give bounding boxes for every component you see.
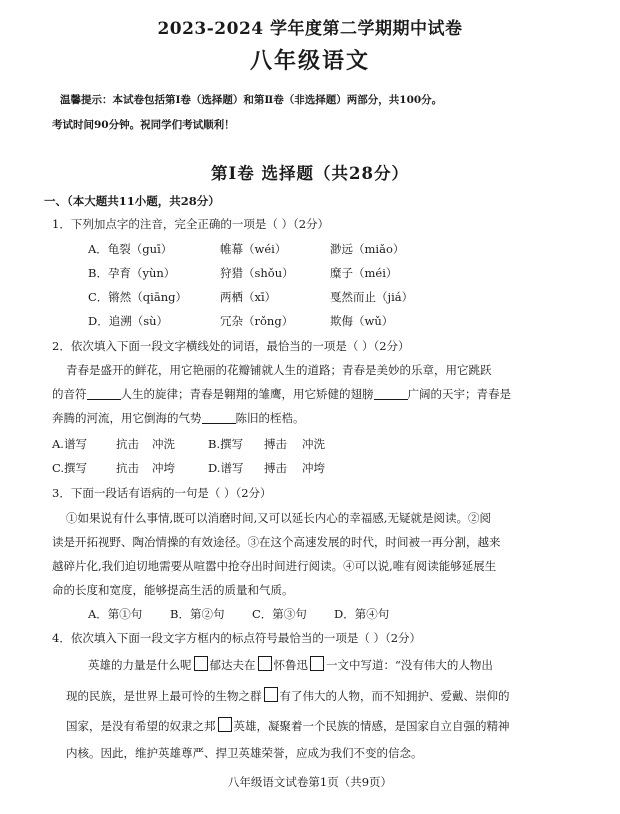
q4-text-2: 郁达夫在 (209, 658, 256, 672)
q4-text-1: 英雄的力量是什么呢 (88, 658, 192, 672)
section-title: 第Ⅰ卷 选择题（共28分） (211, 164, 409, 183)
q3-option-a: A．第①句 (88, 607, 143, 621)
q3-para-line-1: ①如果说有什么事情,既可以消磨时间,又可以延长内心的幸福感,无疑就是阅读。②阅 (66, 511, 491, 525)
q3-para-line-3: 越碎片化,我们迫切地需要从喧嚣中抢夺出时间进行阅读。④可以说,唯有阅读能够延展生 (52, 559, 497, 573)
q2-stem: 2．依次填入下面一段文字横线处的词语，最恰当的一项是（ ）（2分） (52, 339, 410, 353)
q2-option-d1: D.谱写 (208, 461, 244, 475)
q4-para-line-3 (66, 717, 510, 734)
q2-option-a1: A.谱写 (52, 437, 87, 451)
q2-option-d3: 冲垮 (302, 461, 325, 475)
q4-stem: 4．依次填入下面一段文字方框内的标点符号最恰当的一项是（ ）（2分） (52, 631, 422, 645)
exam-title: 2023-2024 学年度第二学期期中试卷 (157, 19, 463, 39)
q2-option-b2: 搏击 (264, 437, 287, 451)
q2-blank-3 (202, 411, 236, 424)
q1-option-a2: 帷幕（wéi） (220, 242, 287, 256)
q1-option-c2: 两栖（xī） (220, 290, 277, 304)
q2-option-c3: 冲垮 (152, 461, 175, 475)
q4-text-7: 国家，是没有希望的奴隶之邦 (66, 719, 216, 733)
subject-title: 八年级语文 (249, 48, 370, 74)
q4-blank-box-1 (194, 656, 208, 671)
q1-option-b3: 糜子（méi） (330, 266, 398, 280)
q1-option-c3: 戛然而止（jiá） (330, 290, 414, 304)
q2-option-c1: C.撰写 (52, 461, 88, 475)
q2-text-d: 奔腾的河流，用它倒海的气势 (52, 411, 202, 425)
q1-stem: 1．下列加点字的注音，完全正确的一项是（ ）（2分） (52, 217, 330, 231)
q2-para-line-1: 青春是盛开的鲜花，用它艳丽的花瓣铺就人生的道路；青春是美妙的乐章，用它跳跃 (66, 363, 492, 377)
tip-line-1: 温馨提示：本试卷包括第Ⅰ卷（选择题）和第Ⅱ卷（非选择题）两部分，共100分。 (60, 94, 443, 106)
q1-option-c1: C．锵然（qiāng） (88, 290, 187, 304)
tip-line-2: 考试时间90分钟。祝同学们考试顺利！ (52, 119, 235, 131)
q4-text-8: 英雄，凝聚着一个民族的情感，是国家自立自强的精神 (233, 719, 510, 733)
q4-blank-box-2 (258, 656, 272, 671)
q2-option-c2: 抗击 (116, 461, 139, 475)
q4-text-5: 现的民族，是世界上最可怜的生物之群 (66, 689, 262, 703)
q2-text-c: 广阔的天宇；青春是 (407, 387, 511, 401)
q4-text-3: 怀鲁迅 (273, 658, 308, 672)
page-footer: 八年级语文试卷第1页（共9页） (227, 775, 393, 789)
q2-text-e: 陈旧的桎梏。 (235, 411, 305, 425)
q1-option-d3: 欺侮（wǔ） (330, 314, 394, 328)
q1-option-d1: D．追溯（sù） (88, 314, 169, 328)
q1-option-a3: 渺远（miǎo） (330, 242, 405, 256)
q1-option-b1: B．孕育（yùn） (88, 266, 176, 280)
q3-para-line-4: 命的长度和宽度，能够提高生活的质量和气质。 (52, 583, 294, 597)
q2-para-line-2 (52, 386, 511, 402)
q1-option-a1: A．龟裂（guī） (88, 242, 173, 256)
q4-blank-box-4 (264, 687, 278, 702)
q2-blank-2 (374, 387, 408, 400)
q2-option-a3: 冲洗 (152, 437, 175, 451)
q4-para-line-2 (66, 687, 510, 704)
q2-blank-1 (87, 387, 121, 400)
q2-option-a2: 抗击 (116, 437, 139, 451)
q2-text-a: 的音符 (52, 387, 87, 401)
q1-option-b2: 狩猎（shǒu） (220, 266, 294, 280)
q4-para-line-1 (88, 656, 493, 673)
q3-stem: 3．下面一段话有语病的一句是（ ）（2分） (52, 486, 272, 500)
q4-blank-box-3 (310, 656, 324, 671)
q3-option-c: C．第③句 (252, 607, 307, 621)
q2-text-b: 人生的旋律；青春是翱翔的雏鹰，用它矫健的翅膀 (120, 387, 374, 401)
q2-option-d2: 搏击 (264, 461, 287, 475)
q3-option-d: D．第④句 (334, 607, 390, 621)
part-heading: 一、（本大题共11小题，共28分） (44, 194, 220, 208)
q4-blank-box-5 (218, 717, 232, 732)
q2-para-line-3 (52, 410, 305, 426)
q2-option-b1: B.撰写 (208, 437, 244, 451)
q2-option-b3: 冲洗 (302, 437, 325, 451)
q3-option-b: B．第②句 (170, 607, 225, 621)
q3-para-line-2: 读是开拓视野、陶冶情操的有效途径。③在这个高速发展的时代，时间被一再分割，越来 (52, 535, 501, 549)
q1-option-d2: 冗杂（rǒng） (220, 314, 294, 328)
q4-text-6: 有了伟大的人物，而不知拥护、爱戴、崇仰的 (279, 689, 510, 703)
q4-para-line-4: 内核。因此，维护英雄尊严、捍卫英雄荣誉，应成为我们不变的信念。 (66, 746, 423, 760)
q4-text-4: 一文中写道：“没有伟大的人物出 (326, 658, 493, 672)
